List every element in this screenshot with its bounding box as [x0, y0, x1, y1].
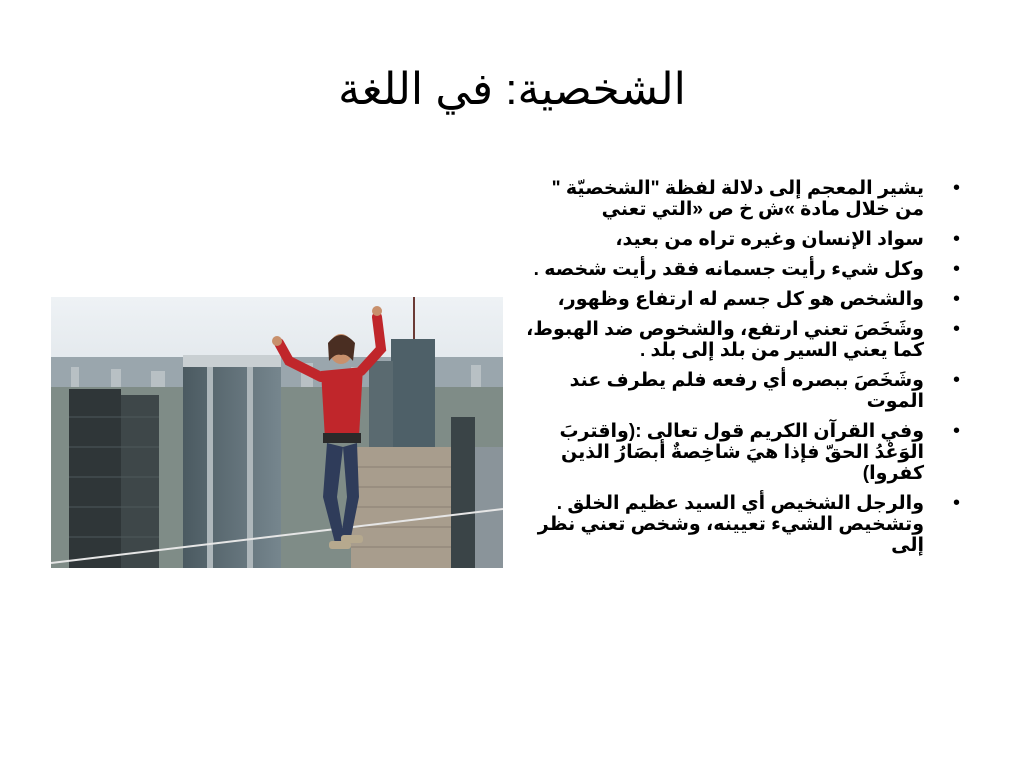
bullet-item: • وشَخَصَ ببصره أي رفعه فلم يطرف عند الموت — [520, 370, 970, 412]
bullet-item: • سواد الإنسان وغيره تراه من بعيد، — [520, 229, 970, 250]
bullet-list — [520, 178, 970, 565]
bullet-item: • والرجل الشخيص أي السيد عظيم الخلق . وتشخيص الشيء تعيينه، وشخص تعني نظر إلى — [520, 493, 970, 556]
slide-title: الشخصية: في اللغة — [338, 65, 686, 114]
tower-center — [183, 355, 281, 568]
bullet-item: • والشخص هو كل جسم له ارتفاع وظهور، — [520, 289, 970, 310]
bullet-item: • وشَخَصَ تعني ارتفع، والشخوص ضد الهبوط، كما يعني السير من بلد إلى بلد . — [520, 319, 970, 361]
photo-icon — [51, 297, 503, 568]
bullet-item: • وكل شيء رأيت جسمانه فقد رأيت شخصه . — [520, 259, 970, 280]
tower-left — [69, 389, 121, 568]
bullet-item: • وفي القرآن الكريم قول تعالى :(واقتربَ الوَعْدُ الحقّ فإذا هيَ شاخِصةٌ أبصَارُ الذين كفروا) — [520, 421, 970, 484]
slackline-photo — [51, 297, 503, 568]
bullet-item: • يشير المعجم إلى دلالة لفظة "الشخصيّة " من خلال مادة »ش خ ص «التي تعني — [520, 178, 970, 220]
